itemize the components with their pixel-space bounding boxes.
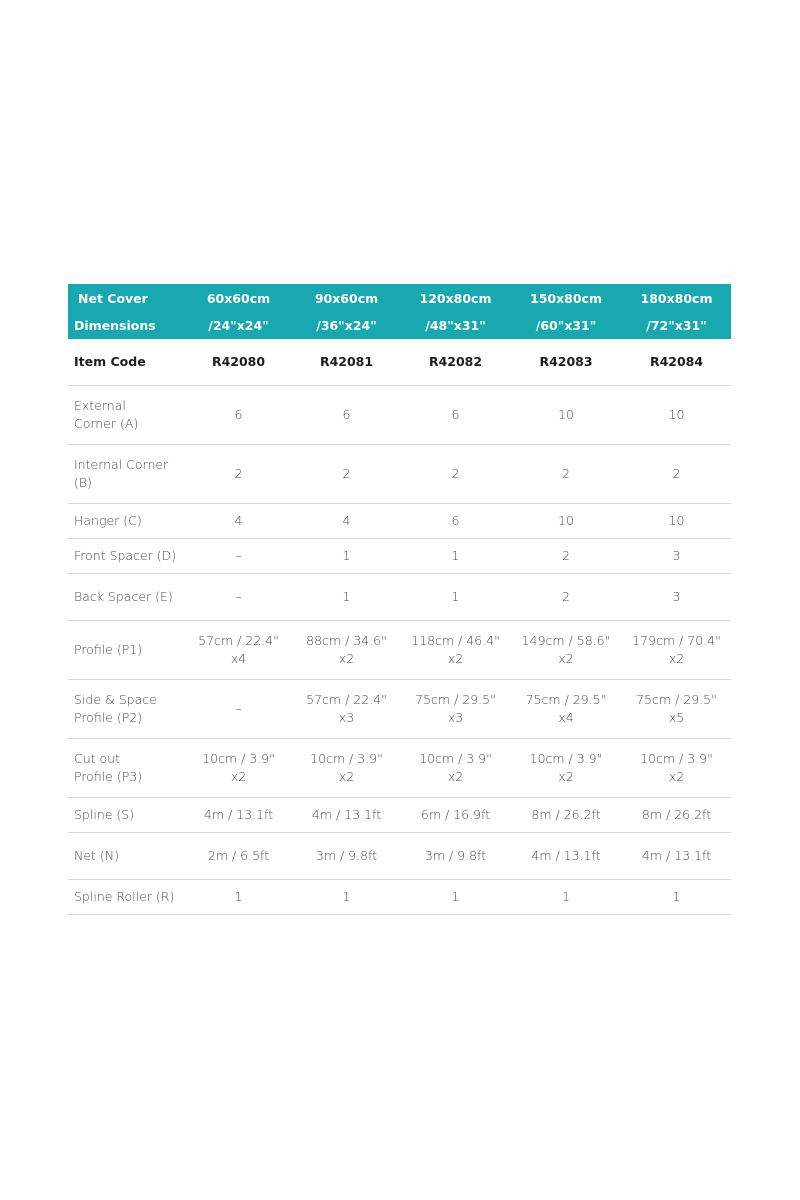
table-cell (510, 738, 622, 797)
row-label-cell (68, 679, 185, 738)
cell-value: x2 (338, 650, 355, 666)
table-cell (292, 339, 401, 385)
table-cell (185, 620, 292, 679)
row-label-cell (68, 797, 185, 832)
row-label-line: Front Spacer (D) (74, 547, 177, 563)
cell-value: – (235, 547, 242, 563)
table-cell (510, 503, 622, 538)
row-label-cell (68, 620, 185, 679)
table-cell (622, 797, 731, 832)
cell-value: 4 (234, 512, 243, 528)
header-size-imperial: /72"x31" (646, 317, 707, 333)
row-label-line: External (74, 397, 126, 413)
table-cell (622, 620, 731, 679)
row-label-line: Side & Space (74, 691, 157, 707)
row-label-line: Profile (P2) (74, 709, 143, 725)
row-label-line: Cut out (74, 750, 120, 766)
cell-value: R42080 (211, 353, 266, 369)
table-header-row (68, 284, 731, 339)
table-cell (401, 879, 510, 914)
table-cell (401, 620, 510, 679)
table-cell (510, 879, 622, 914)
row-label-line: (B) (74, 474, 92, 490)
cell-value: R42083 (539, 353, 593, 369)
cell-value: 75cm / 29.5" (415, 691, 496, 707)
table-cell (185, 832, 292, 879)
table-cell (292, 573, 401, 620)
cell-value: x3 (338, 709, 355, 725)
cell-value: 88cm / 34.6" (306, 632, 387, 648)
row-label-cell (68, 503, 185, 538)
row-label-line: Corner (A) (74, 415, 139, 431)
header-size-metric: 120x80cm (419, 290, 492, 306)
cell-value: 10 (558, 406, 574, 422)
cell-value: 10 (668, 512, 685, 528)
cell-value: 1 (234, 888, 243, 904)
row-label-line: Internal Corner (74, 456, 169, 472)
table-cell (401, 339, 510, 385)
cell-value: 2 (451, 465, 460, 481)
cell-value: R42081 (319, 353, 374, 369)
cell-value: 1 (451, 588, 460, 604)
table-cell (292, 620, 401, 679)
header-label-line: Dimensions (74, 317, 156, 333)
row-label-line: Profile (P3) (74, 768, 143, 784)
table-cell (510, 797, 622, 832)
table-cell (185, 444, 292, 503)
cell-value: 10cm / 3.9" (310, 750, 383, 766)
table-row (68, 573, 731, 620)
table-cell (292, 797, 401, 832)
header-size-cell (401, 284, 510, 339)
table-cell (292, 738, 401, 797)
cell-value: 2 (672, 465, 681, 481)
cell-value: 8m / 26.2ft (641, 806, 712, 822)
cell-value: 4m / 13.1ft (531, 847, 601, 863)
table-cell (510, 385, 622, 444)
cell-value: x2 (558, 768, 574, 784)
row-label-cell (68, 385, 185, 444)
row-label-cell (68, 538, 185, 573)
header-size-cell (510, 284, 622, 339)
table-cell (622, 538, 731, 573)
cell-value: 1 (451, 547, 460, 563)
cell-value: 1 (451, 888, 460, 904)
cell-value: x2 (668, 768, 685, 784)
table-cell (510, 620, 622, 679)
cell-value: 3m / 9.8ft (315, 847, 378, 863)
item-code-row (68, 339, 731, 385)
row-label-cell (68, 879, 185, 914)
cell-value: 4m / 13.1ft (641, 847, 712, 863)
cell-value: 1 (342, 547, 351, 563)
table-cell (292, 538, 401, 573)
cell-value: 6 (451, 512, 460, 528)
header-size-cell (292, 284, 401, 339)
table-cell (185, 797, 292, 832)
table-cell (622, 573, 731, 620)
cell-value: 4m / 13.1ft (311, 806, 382, 822)
cell-value: 57cm / 22.4" (306, 691, 387, 707)
cell-value: R42082 (428, 353, 483, 369)
row-label-line: Hanger (C) (74, 512, 142, 528)
cell-value: R42084 (649, 353, 704, 369)
cell-value: 10cm / 3.9" (202, 750, 275, 766)
table-row (68, 832, 731, 879)
cell-value: 1 (342, 588, 351, 604)
table-cell (401, 538, 510, 573)
table-cell (292, 832, 401, 879)
cell-value: x2 (447, 650, 464, 666)
cell-value: 1 (562, 888, 570, 904)
table-cell (510, 573, 622, 620)
cell-value: 1 (342, 888, 351, 904)
table-cell (510, 444, 622, 503)
cell-value: x2 (447, 768, 464, 784)
table-cell (622, 879, 731, 914)
table-row (68, 538, 731, 573)
table-cell (185, 385, 292, 444)
table-cell (185, 538, 292, 573)
table-cell (292, 879, 401, 914)
cell-value: 10cm / 3.9" (529, 750, 603, 766)
cell-value: 57cm / 22.4" (198, 632, 279, 648)
header-label-cell (68, 284, 185, 339)
cell-value: 10 (668, 406, 685, 422)
header-size-imperial: /24"x24" (208, 317, 269, 333)
table-cell (401, 832, 510, 879)
table-cell (401, 738, 510, 797)
table-row (68, 738, 731, 797)
cell-value: 4m / 13.1ft (203, 806, 274, 822)
header-size-imperial: /48"x31" (425, 317, 486, 333)
row-label-cell (68, 339, 185, 385)
table-cell (401, 679, 510, 738)
cell-value: 179cm / 70.4" (632, 632, 721, 648)
table-cell (622, 503, 731, 538)
table-cell (185, 738, 292, 797)
table-cell (622, 738, 731, 797)
cell-value: 2 (562, 465, 570, 481)
table-row (68, 679, 731, 738)
table-cell (292, 503, 401, 538)
cell-value: x2 (668, 650, 685, 666)
cell-value: 75cm / 29.5" (525, 691, 607, 707)
table-cell (185, 679, 292, 738)
row-label-cell (68, 573, 185, 620)
cell-value: 2 (562, 547, 570, 563)
row-label-line: Spline Roller (R) (74, 888, 175, 904)
cell-value: 10cm / 3.9" (419, 750, 492, 766)
table-row (68, 444, 731, 503)
row-label-cell (68, 738, 185, 797)
header-size-cell (622, 284, 731, 339)
cell-value: x4 (230, 650, 247, 666)
cell-value: 8m / 26.2ft (531, 806, 601, 822)
header-size-metric: 180x80cm (640, 290, 713, 306)
table-row (68, 797, 731, 832)
header-label-line: Net Cover (78, 290, 148, 306)
cell-value: 2 (234, 465, 243, 481)
cell-value: 3 (672, 547, 681, 563)
header-size-metric: 60x60cm (206, 290, 271, 306)
table-cell (401, 503, 510, 538)
cell-value: x2 (338, 768, 355, 784)
cell-value: x5 (668, 709, 685, 725)
header-size-metric: 150x80cm (530, 290, 602, 306)
cell-value: 6m / 16.9ft (420, 806, 491, 822)
cell-value: 3 (672, 588, 681, 604)
table-cell (510, 832, 622, 879)
cell-value: 75cm / 29.5" (636, 691, 717, 707)
table-cell (401, 797, 510, 832)
cell-value: x4 (558, 709, 574, 725)
cell-value: 10 (558, 512, 574, 528)
row-label-line: Item Code (74, 353, 146, 369)
cell-value: 3m / 9.8ft (424, 847, 487, 863)
cell-value: 149cm / 58.6" (521, 632, 611, 648)
row-label-line: Spline (S) (74, 806, 135, 822)
table-row (68, 385, 731, 444)
cell-value: 2m / 6.5ft (207, 847, 270, 863)
table-cell (510, 339, 622, 385)
header-size-imperial: /60"x31" (535, 317, 597, 333)
header-size-metric: 90x60cm (314, 290, 379, 306)
cell-value: 2 (342, 465, 351, 481)
header-size-imperial: /36"x24" (316, 317, 377, 333)
table-cell (401, 385, 510, 444)
table-cell (622, 444, 731, 503)
table-cell (401, 444, 510, 503)
cell-value: 6 (342, 406, 351, 422)
table-cell (292, 385, 401, 444)
table-cell (185, 339, 292, 385)
cell-value: 10cm / 3.9" (640, 750, 713, 766)
table-row (68, 620, 731, 679)
cell-value: x3 (447, 709, 464, 725)
row-label-cell (68, 444, 185, 503)
table-cell (622, 832, 731, 879)
table-cell (510, 679, 622, 738)
cell-value: 6 (451, 406, 460, 422)
cell-value: 118cm / 46.4" (411, 632, 500, 648)
table-cell (622, 385, 731, 444)
cell-value: x2 (558, 650, 574, 666)
cell-value: – (235, 700, 242, 716)
cell-value: 2 (562, 588, 570, 604)
table-cell (622, 679, 731, 738)
table-cell (401, 573, 510, 620)
row-label-line: Back Spacer (E) (74, 588, 173, 604)
table-cell (292, 679, 401, 738)
cell-value: 6 (234, 406, 243, 422)
table-cell (510, 538, 622, 573)
spec-table (68, 284, 731, 915)
cell-value: x2 (230, 768, 247, 784)
table-row (68, 503, 731, 538)
table-body (68, 339, 731, 914)
table-cell (292, 444, 401, 503)
table-row (68, 879, 731, 914)
row-label-line: Net (N) (74, 847, 120, 863)
row-label-cell (68, 832, 185, 879)
table-cell (185, 879, 292, 914)
cell-value: – (235, 588, 242, 604)
table-cell (185, 503, 292, 538)
header-size-cell (185, 284, 292, 339)
cell-value: 1 (672, 888, 681, 904)
table-cell (622, 339, 731, 385)
cell-value: 4 (342, 512, 351, 528)
table-cell (185, 573, 292, 620)
row-label-line: Profile (P1) (74, 641, 143, 657)
